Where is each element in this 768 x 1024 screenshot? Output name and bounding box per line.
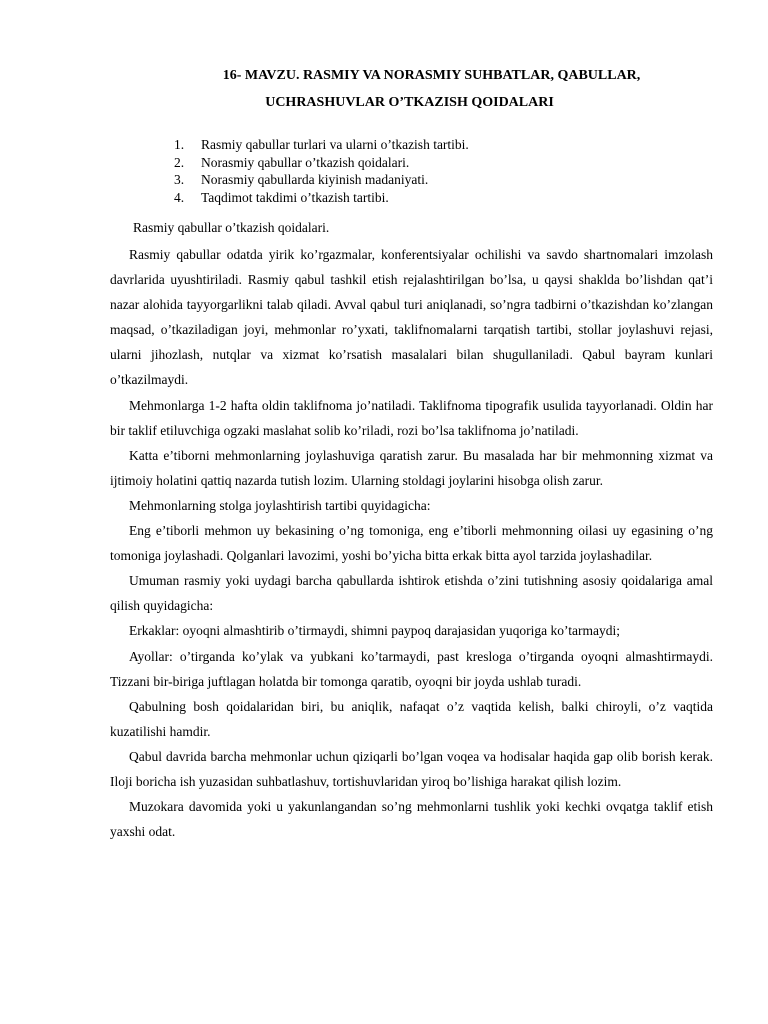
topic-plan-list bbox=[174, 136, 469, 206]
section-subheading: Rasmiy qabullar o’tkazish qoidalari. bbox=[133, 220, 330, 235]
paragraph: Umuman rasmiy yoki uydagi barcha qabullarda ishtirok etishda o’zini tutishning asosiy qoidalariga amal qilish quyidagicha: bbox=[110, 573, 713, 614]
paragraph: Eng e’tiborli mehmon uy bekasining o’ng tomoniga, eng e’tiborli mehmonning oilasi uy egasining o’ng tomoniga joylashadi. Qolganlari lavozimi, yoshi bo’yicha bitta erkak bitta ayol tarzida joylashadilar. bbox=[110, 523, 713, 564]
plan-item-text: Norasmiy qabullarda kiyinish madaniyati. bbox=[201, 172, 429, 187]
paragraph: Erkaklar: oyoqni almashtirib o’tirmaydi, shimni paypoq darajasidan yuqoriga ko’tarmaydi; bbox=[129, 623, 621, 639]
plan-item-number: 4. bbox=[174, 189, 185, 205]
plan-item-number: 3. bbox=[174, 172, 185, 187]
plan-item-text: Rasmiy qabullar turlari va ularni o’tkazish tartibi. bbox=[201, 137, 469, 152]
paragraph: Mehmonlarning stolga joylashtirish tartibi quyidagicha: bbox=[129, 497, 431, 513]
plan-item-number: 2. bbox=[174, 154, 185, 170]
paragraph: Katta e’tiborni mehmonlarning joylashuviga qaratish zarur. Bu masalada har bir mehmonning xizmat va ijtimoiy holatini qattiq nazarda tutish lozim. Ularning stoldagi joylarini hisobga olish zarur. bbox=[110, 447, 713, 488]
paragraph: Ayollar: o’tirganda ko’ylak va yubkani ko’tarmaydi, past kresloga o’tirganda oyoqni almashtirmaydi. Tizzani bir-biriga juftlagan holatda bir tomonga qaratib, oyoqni bir joyda ushlab turadi. bbox=[110, 648, 713, 689]
plan-item-text: Norasmiy qabullar o’tkazish qoidalari. bbox=[201, 154, 410, 170]
paragraph: Qabul davrida barcha mehmonlar uchun qiziqarli bo’lgan voqea va hodisalar haqida gap olib borish kerak. Iloji boricha ish yuzasidan suhbatlashuv, tortishuvlaridan yiroq bo’lishiga harakat qilish lozim. bbox=[110, 748, 713, 789]
document-title-line-2: UCHRASHUVLAR O’TKAZISH QOIDALARI bbox=[265, 95, 554, 110]
plan-item bbox=[174, 154, 469, 172]
paragraph: Rasmiy qabullar odatda yirik ko’rgazmalar, konferentsiyalar ochilishi va savdo shartnomalari imzolash davrlarida uyushtiriladi. Rasmiy qabul tashkil etish rejalashtirilgan bo’lsa, u qaysi shaklda bo’lishdan qat’i nazar alohida tayyorgarlikni talab qiladi. Avval qabul turi aniqlanadi, so’ngra tadbirni o’tkazishdan ko’zlangan maqsad, o’tkaziladigan joyi, mehmonlar ro’yxati, taklifnomalarni tarqatish tartibi, stollar joylashuvi rejasi, ularni jihozlash, nutqlar va xizmat ko’rsatish masalalari bilan shugullaniladi. Qabul bayram kunlari o’tkazilmaydi. bbox=[110, 247, 713, 388]
plan-item-number: 1. bbox=[174, 137, 185, 152]
body-text bbox=[110, 242, 713, 844]
paragraph: Qabulning bosh qoidalaridan biri, bu aniqlik, nafaqat o’z vaqtida kelish, balki chiroyli, o’z vaqtida kuzatilishi hamdir. bbox=[110, 698, 713, 739]
plan-item bbox=[174, 136, 469, 154]
paragraph: Muzokara davomida yoki u yakunlangandan so’ng mehmonlarni tushlik yoki kechki ovqatga taklif etish yaxshi odat. bbox=[110, 799, 713, 840]
document-title-line-1: 16- MAVZU. RASMIY VA NORASMIY SUHBATLAR, QABULLAR, bbox=[222, 68, 641, 83]
paragraph: Mehmonlarga 1-2 hafta oldin taklifnoma jo’natiladi. Taklifnoma tipografik usulida tayyorlanadi. Oldin har bir taklif etiluvchiga ogzaki maslahat solib ko’riladi, rozi bo’lsa taklifnoma jo’natiladi. bbox=[110, 397, 713, 438]
plan-item bbox=[174, 189, 469, 207]
plan-item bbox=[174, 171, 469, 189]
plan-item-text: Taqdimot takdimi o’tkazish tartibi. bbox=[201, 189, 389, 205]
